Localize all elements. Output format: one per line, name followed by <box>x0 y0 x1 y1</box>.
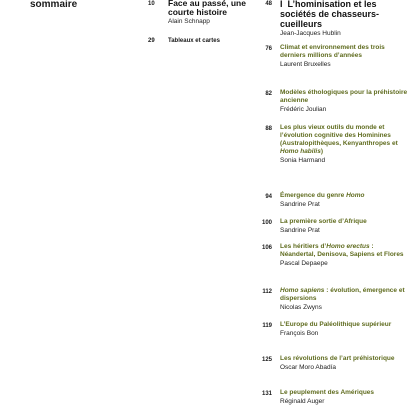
page-number: 106 <box>261 245 272 251</box>
page-number: 125 <box>261 357 272 363</box>
entry-author: Alain Schnapp <box>168 18 210 25</box>
entry-author: Nicolas Zwyns <box>280 304 322 311</box>
page-number: 82 <box>265 91 272 97</box>
toc-entry-tables[interactable]: Tableaux et cartes <box>168 38 220 44</box>
toc-entry[interactable] <box>280 321 410 338</box>
part-numeral: I <box>280 0 283 9</box>
toc-entry[interactable] <box>280 218 410 235</box>
entry-author: Sandrine Prat <box>280 227 320 234</box>
entry-author: Sandrine Prat <box>280 201 320 208</box>
page-number: 131 <box>261 391 272 397</box>
toc-entry[interactable] <box>280 192 410 209</box>
page-number: 94 <box>265 194 272 200</box>
page-number: 88 <box>265 126 272 132</box>
toc-entry[interactable] <box>280 124 410 165</box>
page-number: 100 <box>261 220 272 226</box>
entry-title: Les plus vieux outils du monde et l’évolution cognitive des Hominines (Australopithèques, Kenyanthropes et Homo habilis) <box>280 124 398 155</box>
toc-entry[interactable] <box>280 287 410 312</box>
page-number: 119 <box>262 323 272 329</box>
entry-title: Climat et environnement des trois derniers millions d’années <box>280 44 385 59</box>
entry-author: Laurent Bruxelles <box>280 61 331 68</box>
part-author: Jean-Jacques Hublin <box>280 30 341 37</box>
part-title: L’hominisation et les sociétés de chasseurs-cueilleurs <box>280 0 380 29</box>
page-number: 112 <box>262 289 272 295</box>
entry-author: Réginald Auger <box>280 398 325 405</box>
toc-entry[interactable] <box>280 89 410 114</box>
toc-entry[interactable] <box>280 44 410 69</box>
entry-author: Oscar Moro Abadía <box>280 364 336 371</box>
entry-title: Émergence du genre Homo <box>280 192 365 199</box>
entry-title: Les révolutions de l’art préhistorique <box>280 355 395 362</box>
page-number: 76 <box>265 46 272 52</box>
page-title: sommaire <box>30 0 78 10</box>
entry-author: Pascal Depaepe <box>280 260 328 267</box>
toc-entry[interactable] <box>280 243 410 268</box>
page-number: 48 <box>265 1 272 7</box>
toc-entry[interactable] <box>168 0 268 26</box>
toc-entry[interactable] <box>280 355 410 372</box>
entry-author: Sonia Harmand <box>280 157 326 164</box>
part-heading[interactable] <box>280 0 410 38</box>
entry-author: Frédéric Joulian <box>280 106 327 113</box>
entry-title: Face au passé, une courte histoire <box>168 0 246 17</box>
entry-title: Le peuplement des Amériques <box>280 389 375 396</box>
entry-title: La première sortie d’Afrique <box>280 218 367 225</box>
page-number: 10 <box>148 1 155 7</box>
page-number: 29 <box>148 38 155 44</box>
toc-entry[interactable] <box>280 389 410 406</box>
entry-title: Les héritiers d’Homo erectus : Néandertal, Denisova, Sapiens et Flores <box>280 243 404 258</box>
entry-title: Homo sapiens : évolution, émergence et dispersions <box>280 287 405 302</box>
entry-title: L’Europe du Paléolithique supérieur <box>280 321 392 328</box>
entry-author: François Bon <box>280 330 319 337</box>
entry-title: Modèles éthologiques pour la préhistoire ancienne <box>280 89 408 104</box>
